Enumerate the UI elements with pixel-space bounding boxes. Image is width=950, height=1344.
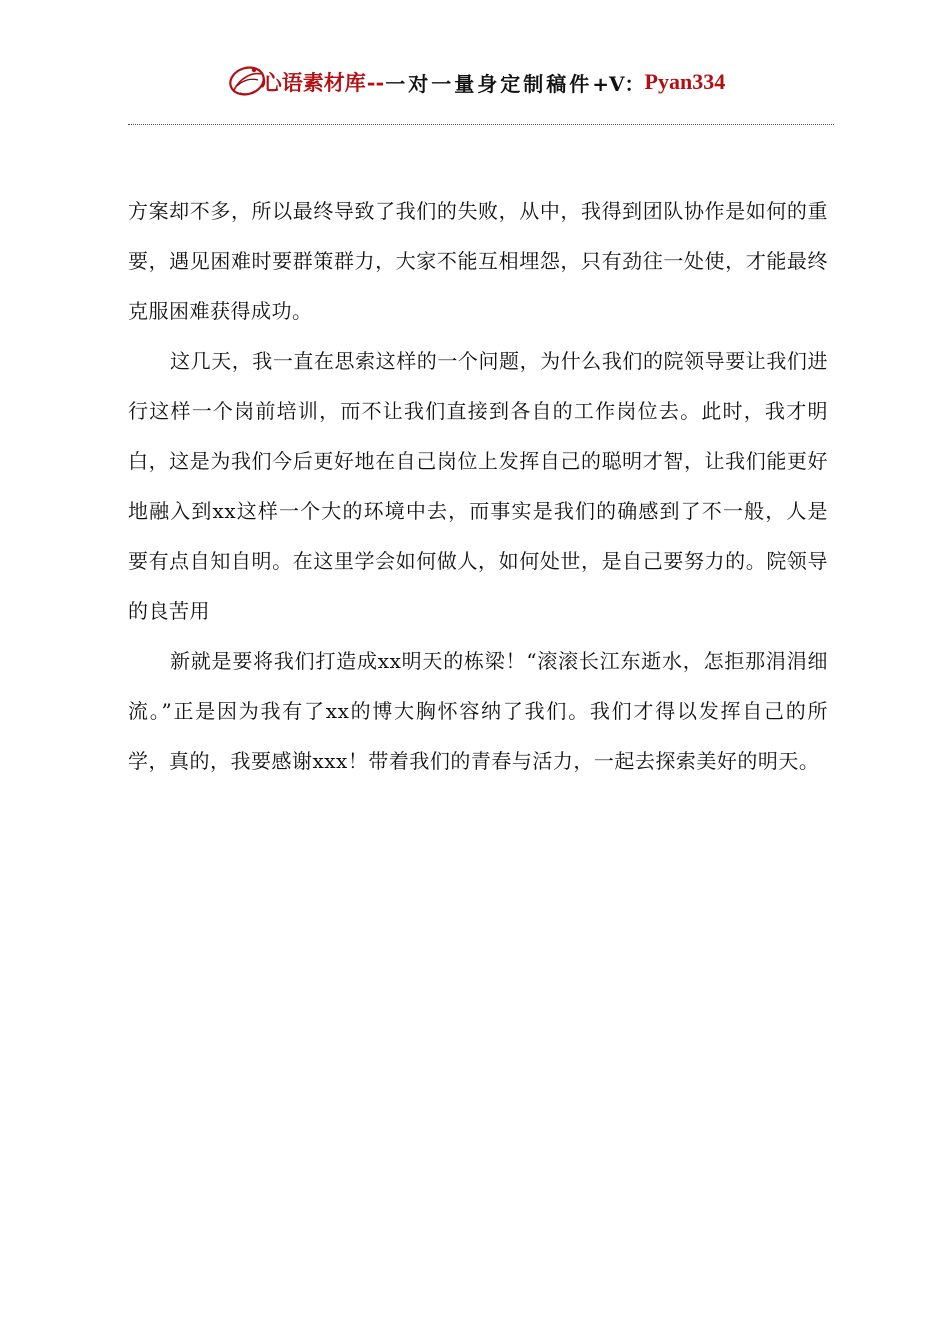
header-line xyxy=(225,62,725,102)
page-header xyxy=(0,60,950,104)
brand-name: 心语素材库 xyxy=(260,70,366,95)
contact-label: +V： xyxy=(592,71,645,96)
contact-id: Pyan334 xyxy=(644,69,726,94)
header-slogan: 一对一量身定制稿件 xyxy=(385,71,593,96)
header-divider xyxy=(128,124,834,125)
paragraph-continued: 方案却不多，所以最终导致了我们的失败，从中，我得到团队协作是如何的重要，遇见困难时要群策群力，大家不能互相埋怨，只有劲往一处使，才能最终克服困难获得成功。 xyxy=(128,199,828,323)
document-body xyxy=(128,186,828,786)
paragraph: 新就是要将我们打造成xx明天的栋梁！“滚滚长江东逝水，怎拒那涓涓细流。”正是因为我有了xx的博大胸怀容纳了我们。我们才得以发挥自己的所学，真的，我要感谢xxx！带着我们的青春与活力，一起去探索美好的明天。 xyxy=(128,649,828,773)
paragraph: 这几天，我一直在思索这样的一个问题，为什么我们的院领导要让我们进行这样一个岗前培训，而不让我们直接到各自的工作岗位去。此时，我才明白，这是为我们今后更好地在自己岗位上发挥自己的聪明才智，让我们能更好地融入到xx这样一个大的环境中去，而事实是我们的确感到了不一般，人是要有点自知自明。在这里学会如何做人，如何处世，是自己要努力的。院领导的良苦用 xyxy=(128,349,828,623)
header-separator: -- xyxy=(366,69,385,95)
swirl-logo-icon xyxy=(225,60,269,100)
